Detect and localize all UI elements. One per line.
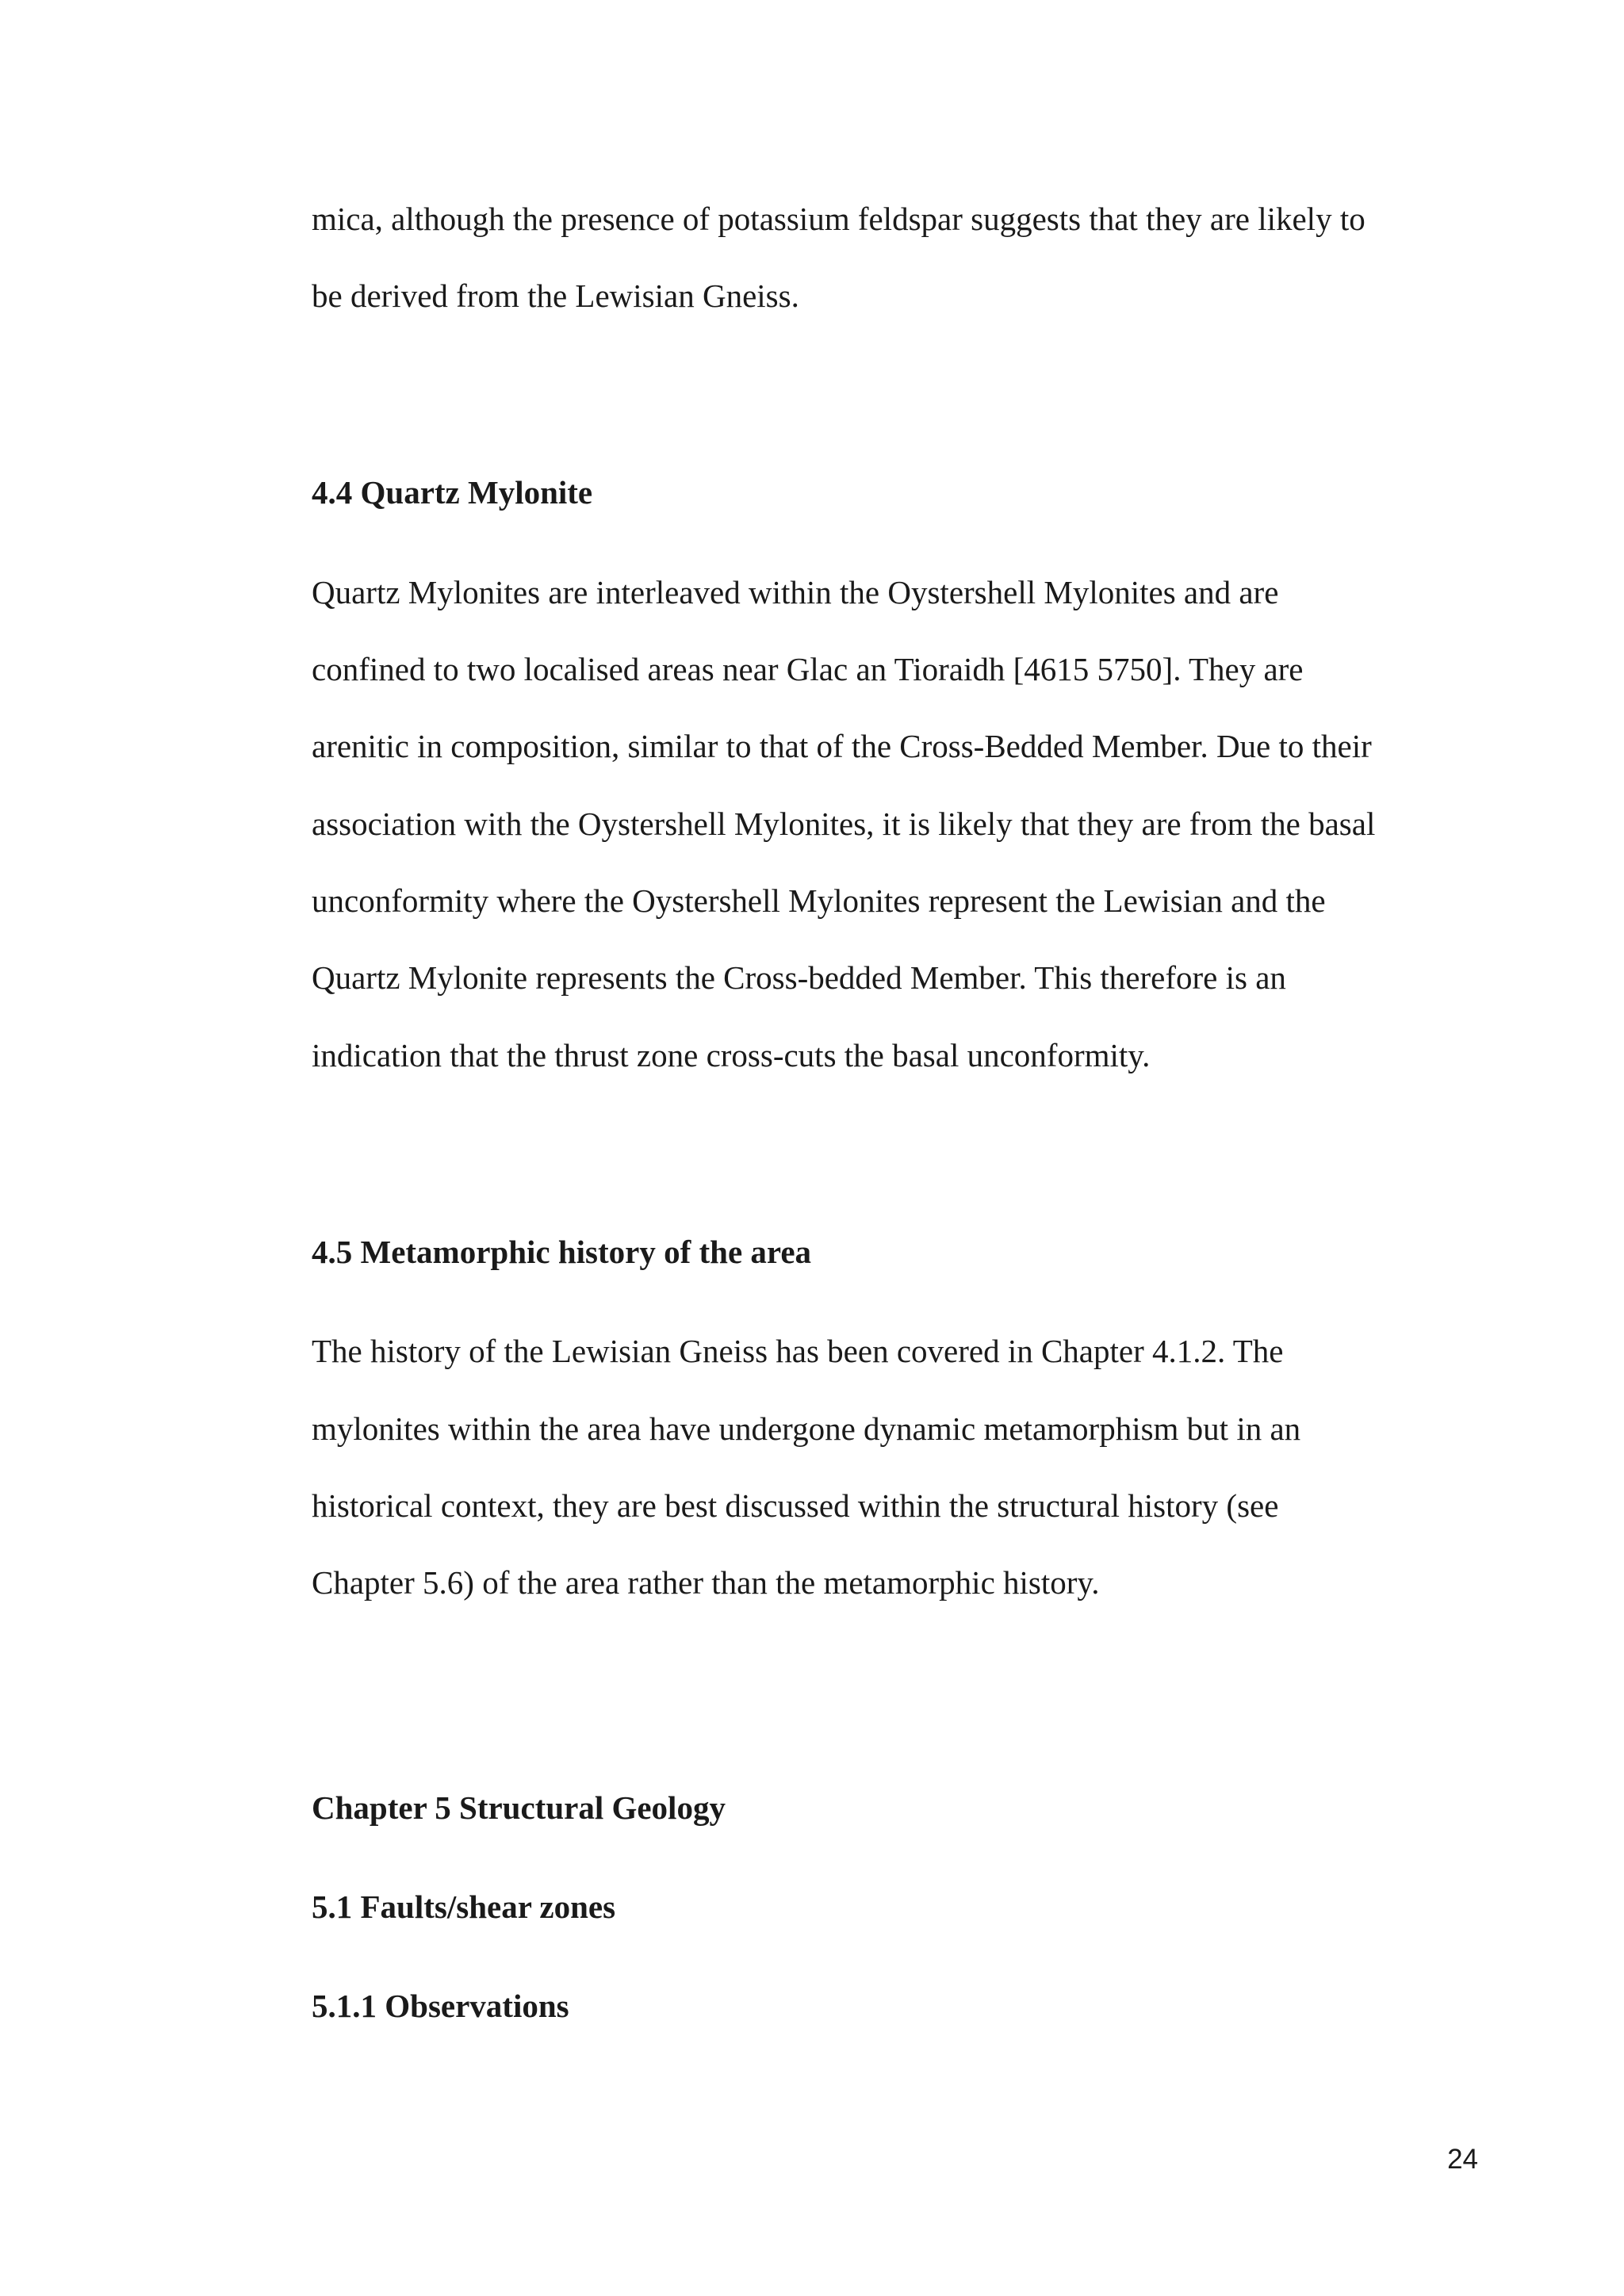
page-number: 24 [1447,2144,1478,2175]
body-text-line: unconformity where the Oystershell Mylonites represent the Lewisian and the [312,882,1326,919]
body-text-line: association with the Oystershell Mylonites, it is likely that they are from the basal [312,806,1376,842]
body-text-line: Chapter 5.6) of the area rather than the metamorphic history. [312,1564,1100,1601]
section-heading-5-1-1: 5.1.1 Observations [312,1988,569,2024]
body-text-line: Quartz Mylonites are interleaved within the Oystershell Mylonites and are [312,574,1279,610]
body-text-line: mylonites within the area have undergone dynamic metamorphism but in an [312,1410,1301,1447]
section-heading-4-4: 4.4 Quartz Mylonite [312,474,593,511]
body-text-line: historical context, they are best discussed within the structural history (see [312,1487,1279,1524]
section-heading-4-5: 4.5 Metamorphic history of the area [312,1234,812,1270]
body-text-line: indication that the thrust zone cross-cuts the basal unconformity. [312,1037,1151,1073]
body-text-line: confined to two localised areas near Glac an Tioraidh [4615 5750]. They are [312,651,1304,687]
body-text-line: mica, although the presence of potassium feldspar suggests that they are likely to [312,201,1365,237]
body-text-line: The history of the Lewisian Gneiss has been covered in Chapter 4.1.2. The [312,1333,1284,1369]
body-text-line: arenitic in composition, similar to that of the Cross-Bedded Member. Due to their [312,728,1372,764]
chapter-heading: Chapter 5 Structural Geology [312,1789,726,1826]
body-text-line: Quartz Mylonite represents the Cross-bedded Member. This therefore is an [312,959,1286,996]
body-text-line: be derived from the Lewisian Gneiss. [312,277,799,314]
section-heading-5-1: 5.1 Faults/shear zones [312,1888,616,1925]
